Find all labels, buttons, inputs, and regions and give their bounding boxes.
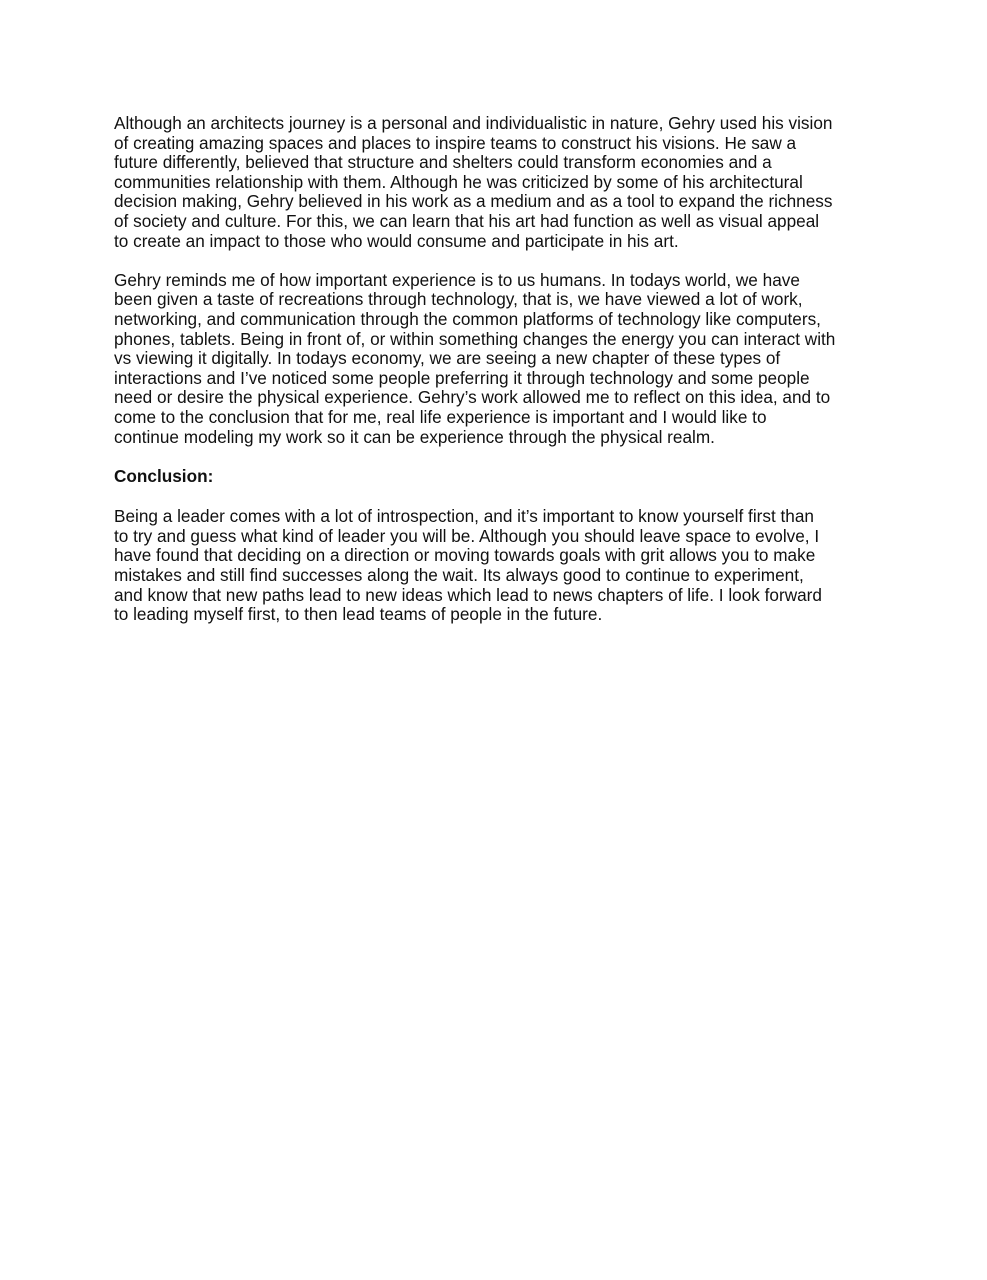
text-line: need or desire the physical experience. Gehry’s work allowed me to reflect on this idea, and to [114, 387, 831, 408]
text-line: of society and culture. For this, we can learn that his art had function as well as visual appeal [114, 210, 820, 231]
text-line: have found that deciding on a direction or moving towards goals with grit allows you to make [114, 545, 816, 566]
text-line: of creating amazing spaces and places to inspire teams to construct his visions. He saw a [114, 132, 797, 153]
text-line: decision making, Gehry believed in his work as a medium and as a tool to expand the richness [114, 191, 833, 212]
text-line: Gehry reminds me of how important experience is to us humans. In todays world, we have [114, 269, 800, 290]
text-line: Being a leader comes with a lot of introspection, and it’s important to know yourself first than [114, 506, 814, 527]
text-line: interactions and I’ve noticed some people preferring it through technology and some people [114, 367, 810, 388]
text-line: to try and guess what kind of leader you will be. Although you should leave space to evolve, I [114, 525, 820, 546]
text-line: Although an architects journey is a personal and individualistic in nature, Gehry used his vision [114, 113, 833, 133]
text-line: come to the conclusion that for me, real life experience is important and I would like to [114, 406, 767, 427]
document-page [114, 114, 878, 644]
text-line: future differently, believed that structure and shelters could transform economies and a [114, 152, 772, 173]
text-line: continue modeling my work so it can be experience through the physical realm. [114, 426, 715, 447]
text-line: phones, tablets. Being in front of, or within something changes the energy you can interact with [114, 328, 836, 349]
paragraph-conclusion [114, 507, 878, 625]
text-line: networking, and communication through the common platforms of technology like computers, [114, 308, 821, 329]
conclusion-heading: Conclusion: [114, 465, 214, 486]
text-line: vs viewing it digitally. In todays economy, we are seeing a new chapter of these types of [114, 348, 781, 369]
text-line: been given a taste of recreations through technology, that is, we have viewed a lot of work, [114, 289, 803, 310]
text-line: mistakes and still find successes along the wait. Its always good to continue to experiment, [114, 565, 804, 586]
text-line: to leading myself first, to then lead teams of people in the future. [114, 604, 603, 625]
text-line: and know that new paths lead to new ideas which lead to news chapters of life. I look forward [114, 584, 822, 605]
text-line: communities relationship with them. Although he was criticized by some of his architectural [114, 171, 803, 192]
text-line: to create an impact to those who would consume and participate in his art. [114, 230, 679, 251]
paragraph-gehry-vision [114, 114, 878, 251]
paragraph-experience [114, 271, 878, 447]
